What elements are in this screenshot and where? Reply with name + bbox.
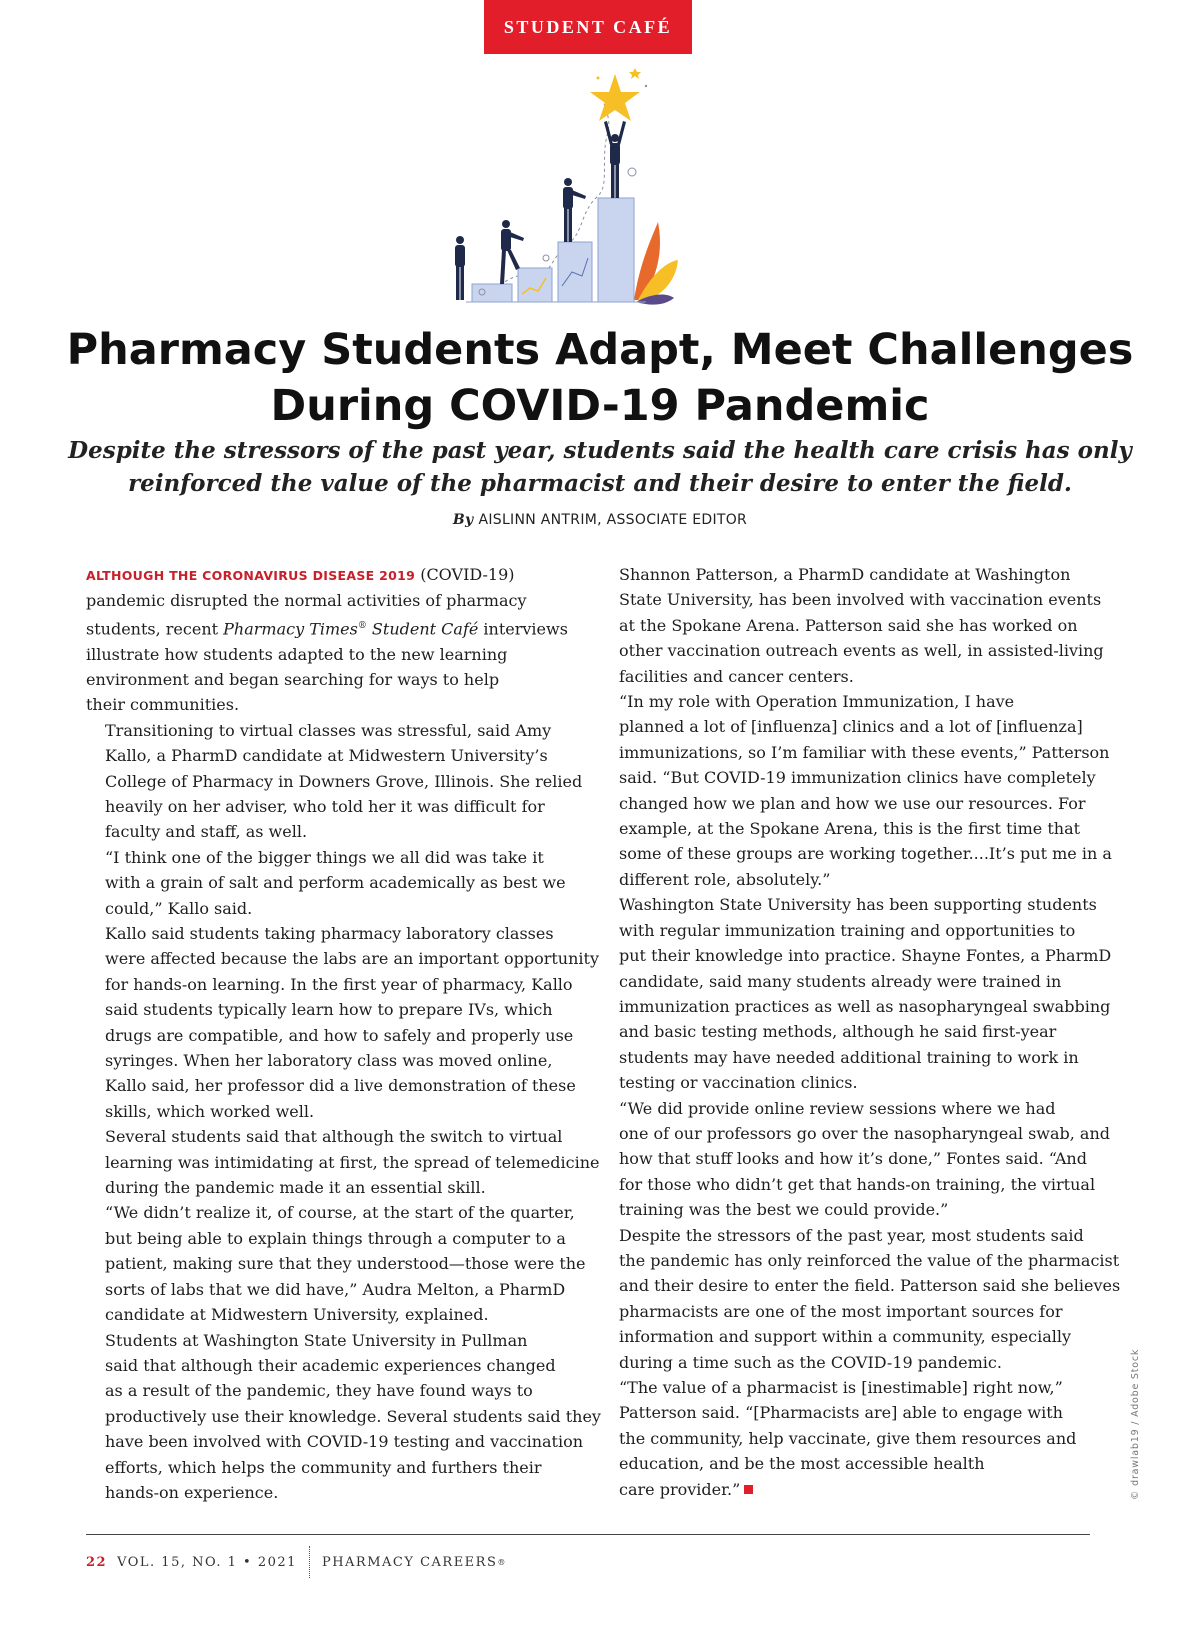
text-line: training was the best we could provide.” [619, 1200, 949, 1220]
person-figure-4 [604, 121, 626, 198]
text-line: education, and be the most accessible health [619, 1454, 985, 1474]
end-mark-icon [744, 1485, 753, 1494]
title-line: Pharmacy Students Adapt, Meet Challenges [66, 325, 1134, 375]
star-icon [590, 74, 640, 121]
text-line: Transitioning to virtual classes was stressful, said Amy [105, 720, 552, 740]
deck-line: Despite the stressors of the past year, students said the health care crisis has only [68, 437, 1132, 464]
text-line: College of Pharmacy in Downers Grove, Illinois. She relied [105, 771, 583, 791]
publication-name: Pharmacy Times [223, 619, 358, 639]
byline [0, 512, 1200, 528]
registered-mark: ® [497, 1557, 507, 1567]
text-line: faculty and staff, as well. [105, 822, 308, 842]
text-line: productively use their knowledge. Several students said they [105, 1406, 601, 1426]
text-line: heavily on her adviser, who told her it was difficult for [105, 796, 545, 816]
paragraph [86, 562, 572, 718]
text-line: State University, has been involved with vaccination events [619, 590, 1102, 610]
text-line: said. “But COVID-19 immunization clinics have completely [619, 768, 1096, 788]
text-line: syringes. When her laboratory class was moved online, [105, 1051, 553, 1071]
deck-line: reinforced the value of the pharmacist and their desire to enter the field. [128, 470, 1072, 497]
text-line: and their desire to enter the field. Patterson said she believes [619, 1276, 1121, 1296]
paragraph [86, 845, 572, 921]
text-line: said students typically learn how to prepare IVs, which [105, 1000, 553, 1020]
text-line: their communities. [86, 695, 240, 715]
text-line: immunization practices as well as nasopharyngeal swabbing [619, 996, 1111, 1016]
paragraph [86, 1328, 601, 1506]
text-line: some of these groups are working together....It’s put me in a [619, 844, 1112, 864]
text-line: “We didn’t realize it, of course, at the start of the quarter, [105, 1203, 575, 1223]
title-line: During COVID-19 Pandemic [270, 381, 930, 431]
text-line: one of our professors go over the nasopharyngeal swab, and [619, 1123, 1111, 1143]
article-deck [60, 434, 1140, 500]
text-line: drugs are compatible, and how to safely and properly use [105, 1025, 574, 1045]
text-line: information and support within a community, especially [619, 1327, 1072, 1347]
text-line: facilities and cancer centers. [619, 666, 854, 686]
text-line: immunizations, so I’m familiar with these events,” Patterson [619, 742, 1110, 762]
text-line: with regular immunization training and opportunities to [619, 920, 1076, 940]
byline-by: By [452, 512, 474, 528]
text-line: Kallo said, her professor did a live demonstration of these [105, 1076, 576, 1096]
footer-divider [86, 1534, 1090, 1535]
text-line: Kallo, a PharmD candidate at Midwestern University’s [105, 746, 548, 766]
text-line: illustrate how students adapted to the new learning [86, 644, 508, 664]
text-line: and basic testing methods, although he said first-year [619, 1022, 1057, 1042]
text-line: patient, making sure that they understood—those were the [105, 1254, 586, 1274]
body-column-right [600, 562, 1121, 1502]
text-line: Several students said that although the switch to virtual [105, 1127, 563, 1147]
text-line: testing or vaccination clinics. [619, 1073, 858, 1093]
byline-author: AISLINN ANTRIM, ASSOCIATE EDITOR [478, 512, 748, 528]
text-line: as a result of the pandemic, they have found ways to [105, 1381, 533, 1401]
person-figure-1 [455, 236, 465, 300]
text-line: Patterson said. “[Pharmacists are] able to engage with [619, 1403, 1063, 1423]
text-line: with a grain of salt and perform academically as best we [105, 873, 566, 893]
text-line: during a time such as the COVID-19 pandemic. [619, 1352, 1002, 1372]
step-2 [518, 268, 552, 302]
text-line: learning was intimidating at first, the spread of telemedicine [105, 1152, 600, 1172]
text-line: changed how we plan and how we use our resources. For [619, 793, 1086, 813]
text-line: students, recent [86, 619, 224, 639]
text-line: for hands-on learning. In the first year of pharmacy, Kallo [105, 974, 573, 994]
text-line: the community, help vaccinate, give them resources and [619, 1428, 1077, 1448]
paragraph [600, 562, 1104, 689]
section-label: STUDENT CAFÉ [484, 0, 692, 54]
person-figure-3 [563, 178, 586, 242]
text-line: environment and began searching for ways to help [86, 669, 500, 689]
text-line: skills, which worked well. [105, 1101, 315, 1121]
paragraph [600, 892, 1112, 1095]
step-4 [598, 198, 634, 302]
text-line: care provider.” [619, 1479, 741, 1499]
step-3 [558, 242, 592, 302]
text-line: “I think one of the bigger things we all did was take it [105, 847, 544, 867]
step-1 [472, 284, 512, 302]
text-line: example, at the Spokane Arena, this is the first time that [619, 819, 1081, 839]
staircase-growth-illustration [450, 62, 750, 320]
text-line: candidate at Midwestern University, explained. [105, 1305, 489, 1325]
text-line: interviews [478, 619, 568, 639]
text-line: the pandemic has only reinforced the value of the pharmacist [619, 1250, 1120, 1270]
text-line: efforts, which helps the community and furthers their [105, 1457, 542, 1477]
text-line: pharmacists are one of the most important sources for [619, 1301, 1063, 1321]
page-number: 22 [86, 1554, 108, 1570]
paragraph [86, 1200, 586, 1327]
lead-in: ALTHOUGH THE CORONAVIRUS DISEASE 2019 [86, 568, 416, 583]
text-line: during the pandemic made it an essential skill. [105, 1178, 486, 1198]
text-line: put their knowledge into practice. Shayne Fontes, a PharmD [619, 946, 1112, 966]
text-line: but being able to explain things through a computer to a [105, 1228, 566, 1248]
text-line: planned a lot of [influenza] clinics and a lot of [influenza] [619, 717, 1083, 737]
text-line: candidate, said many students already were trained in [619, 971, 1062, 991]
paragraph [600, 1096, 1111, 1223]
text-line: how that stuff looks and how it’s done,” Fontes said. “And [619, 1149, 1087, 1169]
text-line: have been involved with COVID-19 testing and vaccination [105, 1432, 584, 1452]
issue-info: VOL. 15, NO. 1 • 2021 [117, 1554, 297, 1570]
text-line: students may have needed additional training to work in [619, 1047, 1079, 1067]
text-line: Shannon Patterson, a PharmD candidate at Washington [619, 565, 1071, 584]
text-line: other vaccination outreach events as well, in assisted-living [619, 641, 1104, 661]
paragraph [86, 718, 583, 845]
text-line: Students at Washington State University in Pullman [105, 1330, 528, 1350]
text-line: different role, absolutely.” [619, 869, 831, 889]
footer-separator [309, 1546, 310, 1578]
text-line: could,” Kallo said. [105, 898, 253, 918]
publication-name: PHARMACY CAREERS [321, 1554, 498, 1570]
article-title [60, 322, 1140, 434]
paragraph [86, 921, 599, 1124]
text-line: sorts of labs that we did have,” Audra Melton, a PharmD [105, 1279, 566, 1299]
paragraph [86, 1124, 600, 1200]
text-line: Kallo said students taking pharmacy laboratory classes [105, 924, 554, 944]
paragraph [600, 689, 1112, 892]
page-footer [86, 1544, 1090, 1580]
text-line: were affected because the labs are an important opportunity [105, 949, 599, 969]
text-line: “We did provide online review sessions where we had [619, 1098, 1056, 1118]
text-line: pandemic disrupted the normal activities of pharmacy [86, 591, 527, 611]
text-line: “In my role with Operation Immunization, I have [619, 692, 1015, 712]
text-line: “The value of a pharmacist is [inestimable] right now,” [619, 1378, 1063, 1397]
paragraph [600, 1223, 1121, 1375]
paragraph [600, 1375, 1086, 1502]
publication-name: Student Café [366, 619, 479, 639]
body-column-left [86, 562, 601, 1505]
text-line: hands-on experience. [105, 1482, 279, 1502]
text-line: at the Spokane Arena. Patterson said she has worked on [619, 615, 1078, 635]
text-line: for those who didn’t get that hands-on training, the virtual [619, 1174, 1096, 1194]
text-line: said that although their academic experiences changed [105, 1355, 556, 1375]
image-credit: © drawlab19 / Adobe Stock [1130, 1348, 1141, 1500]
text-line: Despite the stressors of the past year, most students said [619, 1225, 1084, 1245]
text-line: Washington State University has been supporting students [619, 895, 1097, 915]
text-line: (COVID-19) [415, 565, 515, 584]
registered-mark: ® [357, 620, 367, 631]
